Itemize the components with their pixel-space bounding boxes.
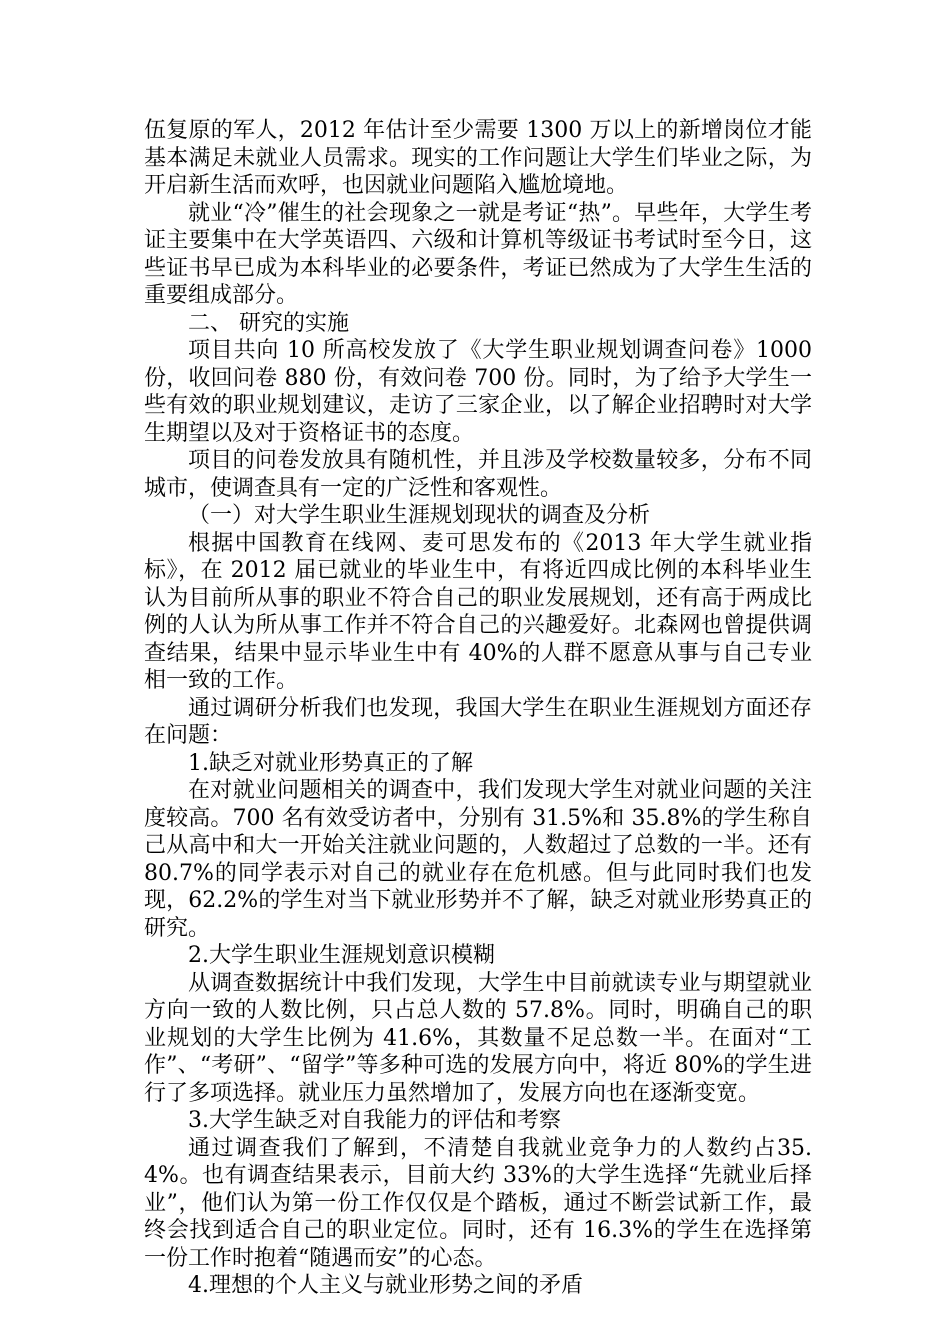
list-title-career-awareness: 2.大学生职业生涯规划意识模糊: [188, 943, 495, 968]
paragraph-continuation: 伍复原的军人，2012 年估计至少需要 1300 万以上的新增岗位才能基本满足未就业人员需求。现实的工作问题让大学生们毕业之际，为开启新生活而欢呼，也因就业问题陷入尴尬境地。: [144, 118, 812, 198]
paragraph-career-awareness-data: 从调查数据统计中我们发现，大学生中目前就读专业与期望就业方向一致的人数比例，只占总人数的 57.8%。同时，明确自己的职业规划的大学生比例为 41.6%，其数量不足总数一半。在面对“工作”、“考研”、“留学”等多种可选的发展方向中，将近 80%的学生进行了多项选择。就业压力虽然增加了，发展方向也在逐渐变宽。: [144, 970, 812, 1106]
paragraph-employment-attention: 在对就业问题相关的调查中，我们发现大学生对就业问题的关注度较高。700 名有效受访者中，分别有 31.5%和 35.8%的学生称自己从高中和大一开始关注就业问题的，人数超过了总数的一半。还有 80.7%的同学表示对自己的就业存在危机感。但与此同时我们也发现，62.2%的学生对当下就业形势并不了解，缺乏对就业形势真正的研究。: [144, 778, 812, 941]
subsection-heading-career-planning-status: （一）对大学生职业生涯规划现状的调查及分析: [188, 503, 651, 528]
list-title-individualism-conflict: 4.理想的个人主义与就业形势之间的矛盾: [188, 1273, 583, 1298]
paragraph-certificate-trend: 就业“冷”催生的社会现象之一就是考证“热”。早些年，大学生考证主要集中在大学英语四、六级和计算机等级证书考试时至今日，这些证书早已成为本科毕业的必要条件，考证已然成为了大学生生活的重要组成部分。: [144, 200, 812, 308]
list-title-self-assessment: 3.大学生缺乏对自我能力的评估和考察: [188, 1108, 561, 1133]
paragraph-employment-report: 根据中国教育在线网、麦可思发布的《2013 年大学生就业指标》，在 2012 届已就业的毕业生中，有将近四成比例的本科毕业生认为目前所从事的职业不符合自己的职业发展规划，还有高于两成比例的人认为所从事工作并不符合自己的兴趣爱好。北森网也曾提供调查结果，结果中显示毕业生中有 40%的人群不愿意从事与自己专业相一致的工作。: [144, 530, 812, 693]
paragraph-questionnaire-distribution: 项目共向 10 所高校发放了《大学生职业规划调查问卷》1000份，收回问卷 880 份，有效问卷 700 份。同时，为了给予大学生一些有效的职业规划建议，走访了三家企业，以了解企业招聘时对大学生期望以及对于资格证书的态度。: [144, 338, 812, 446]
paragraph-survey-randomness: 项目的问卷发放具有随机性，并且涉及学校数量较多，分布不同城市，使调查具有一定的广泛性和客观性。: [144, 448, 812, 501]
document-body: [144, 117, 812, 1300]
paragraph-self-assessment-data: 通过调查我们了解到，不清楚自我就业竞争力的人数约占35.4%。也有调查结果表示，目前大约 33%的大学生选择“先就业后择业”，他们认为第一份工作仅仅是个踏板，通过不断尝试新工作，最终会找到适合自己的职业定位。同时，还有 16.3%的学生在选择第一份工作时抱着“随遇而安”的心态。: [144, 1135, 812, 1271]
section-heading-research-implementation: 二、 研究的实施: [188, 310, 349, 336]
list-title-employment-understanding: 1.缺乏对就业形势真正的了解: [188, 750, 473, 776]
paragraph-problems-intro: 通过调研分析我们也发现，我国大学生在职业生涯规划方面还存在问题：: [144, 695, 812, 748]
